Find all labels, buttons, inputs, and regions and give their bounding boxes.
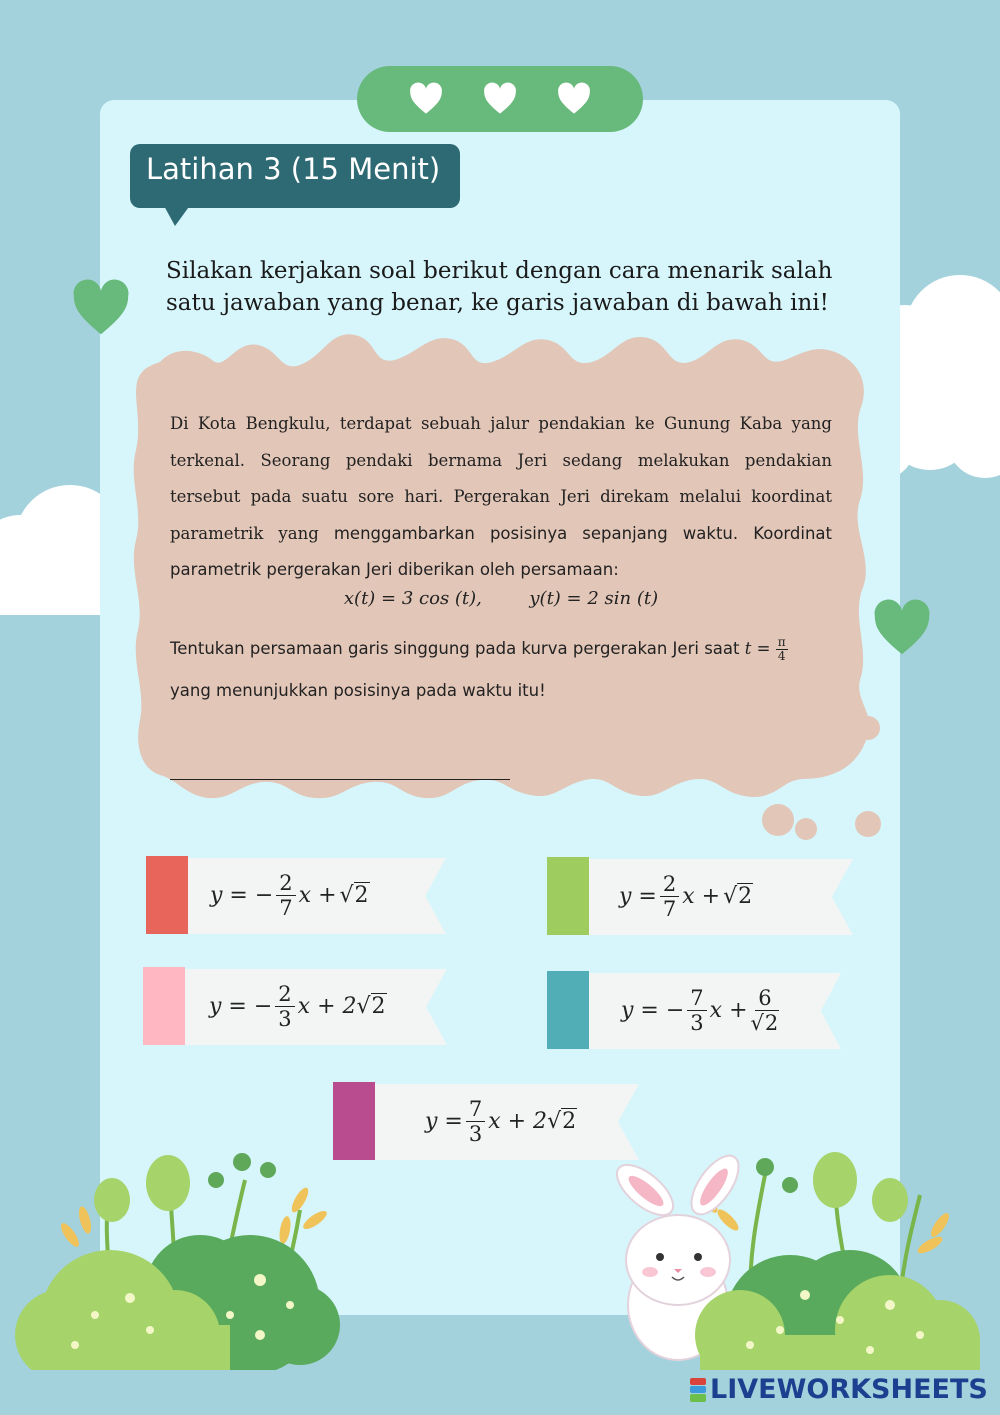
question-den: 4 <box>777 649 786 663</box>
answer-equation: y = − $\frac{7}{3}$ x + $\frac{6}{√2}$ <box>621 985 779 1035</box>
brand-logo-icon <box>690 1378 706 1402</box>
plants-illustration-left <box>0 1140 360 1370</box>
formula-y: y(t) = 2 sin (t) <box>529 588 659 609</box>
page-title: Latihan 3 (15 Menit) <box>146 152 441 186</box>
formula-x: x(t) = 3 cos (t), <box>343 588 482 609</box>
answer-chip <box>547 857 589 935</box>
answer-equation: y = $\frac{7}{3}$ x + 2 √2 <box>425 1096 577 1146</box>
question-before: Tentukan persamaan garis singgung pada kurva pergerakan Jeri saat <box>170 639 740 658</box>
answer-option-4[interactable] <box>547 971 841 1049</box>
answer-option-1[interactable] <box>146 856 446 934</box>
problem-paragraph <box>170 406 832 589</box>
parametric-formula <box>170 588 832 609</box>
instruction-text: Silakan kerjakan soal berikut dengan cara menarik salah satu jawaban yang benar, ke garis jawaban di bawah ini! <box>166 258 833 316</box>
answer-drop-line[interactable] <box>170 779 510 780</box>
problem-text-serif: Di Kota Bengkulu, terdapat sebuah jalur pendakian ke Gunung Kaba yang terkenal. Seorang pendaki bernama Jeri sedang melakukan pendakian tersebut pada suatu sore hari. Pergerakan Jeri direkam melalui koordinat parametrik yang <box>170 414 832 543</box>
problem-text-sans: menggambarkan posisinya sepanjang waktu. Koordinat parametrik pergerakan Jeri diberikan oleh persamaan: <box>170 523 832 579</box>
liveworksheets-logo <box>690 1374 988 1405</box>
question-after: yang menunjukkan posisinya pada waktu itu! <box>170 681 546 700</box>
brand-name: LIVEWORKSHEETS <box>710 1374 988 1405</box>
answer-chip <box>143 967 185 1045</box>
answer-equation: y = $\frac{2}{7}$ x + √2 <box>619 871 753 921</box>
answer-equation: y = − $\frac{2}{3}$ x + 2 √2 <box>209 981 386 1031</box>
answer-option-3[interactable] <box>143 967 447 1045</box>
bunny-illustration-right <box>590 1145 990 1370</box>
question-num: π <box>777 635 786 649</box>
answer-option-2[interactable] <box>547 857 853 935</box>
answer-chip <box>146 856 188 934</box>
question-text <box>170 628 832 712</box>
question-var: t = <box>744 639 771 658</box>
answer-chip <box>547 971 589 1049</box>
answer-equation: y = − $\frac{2}{7}$ x + √2 <box>210 870 369 920</box>
